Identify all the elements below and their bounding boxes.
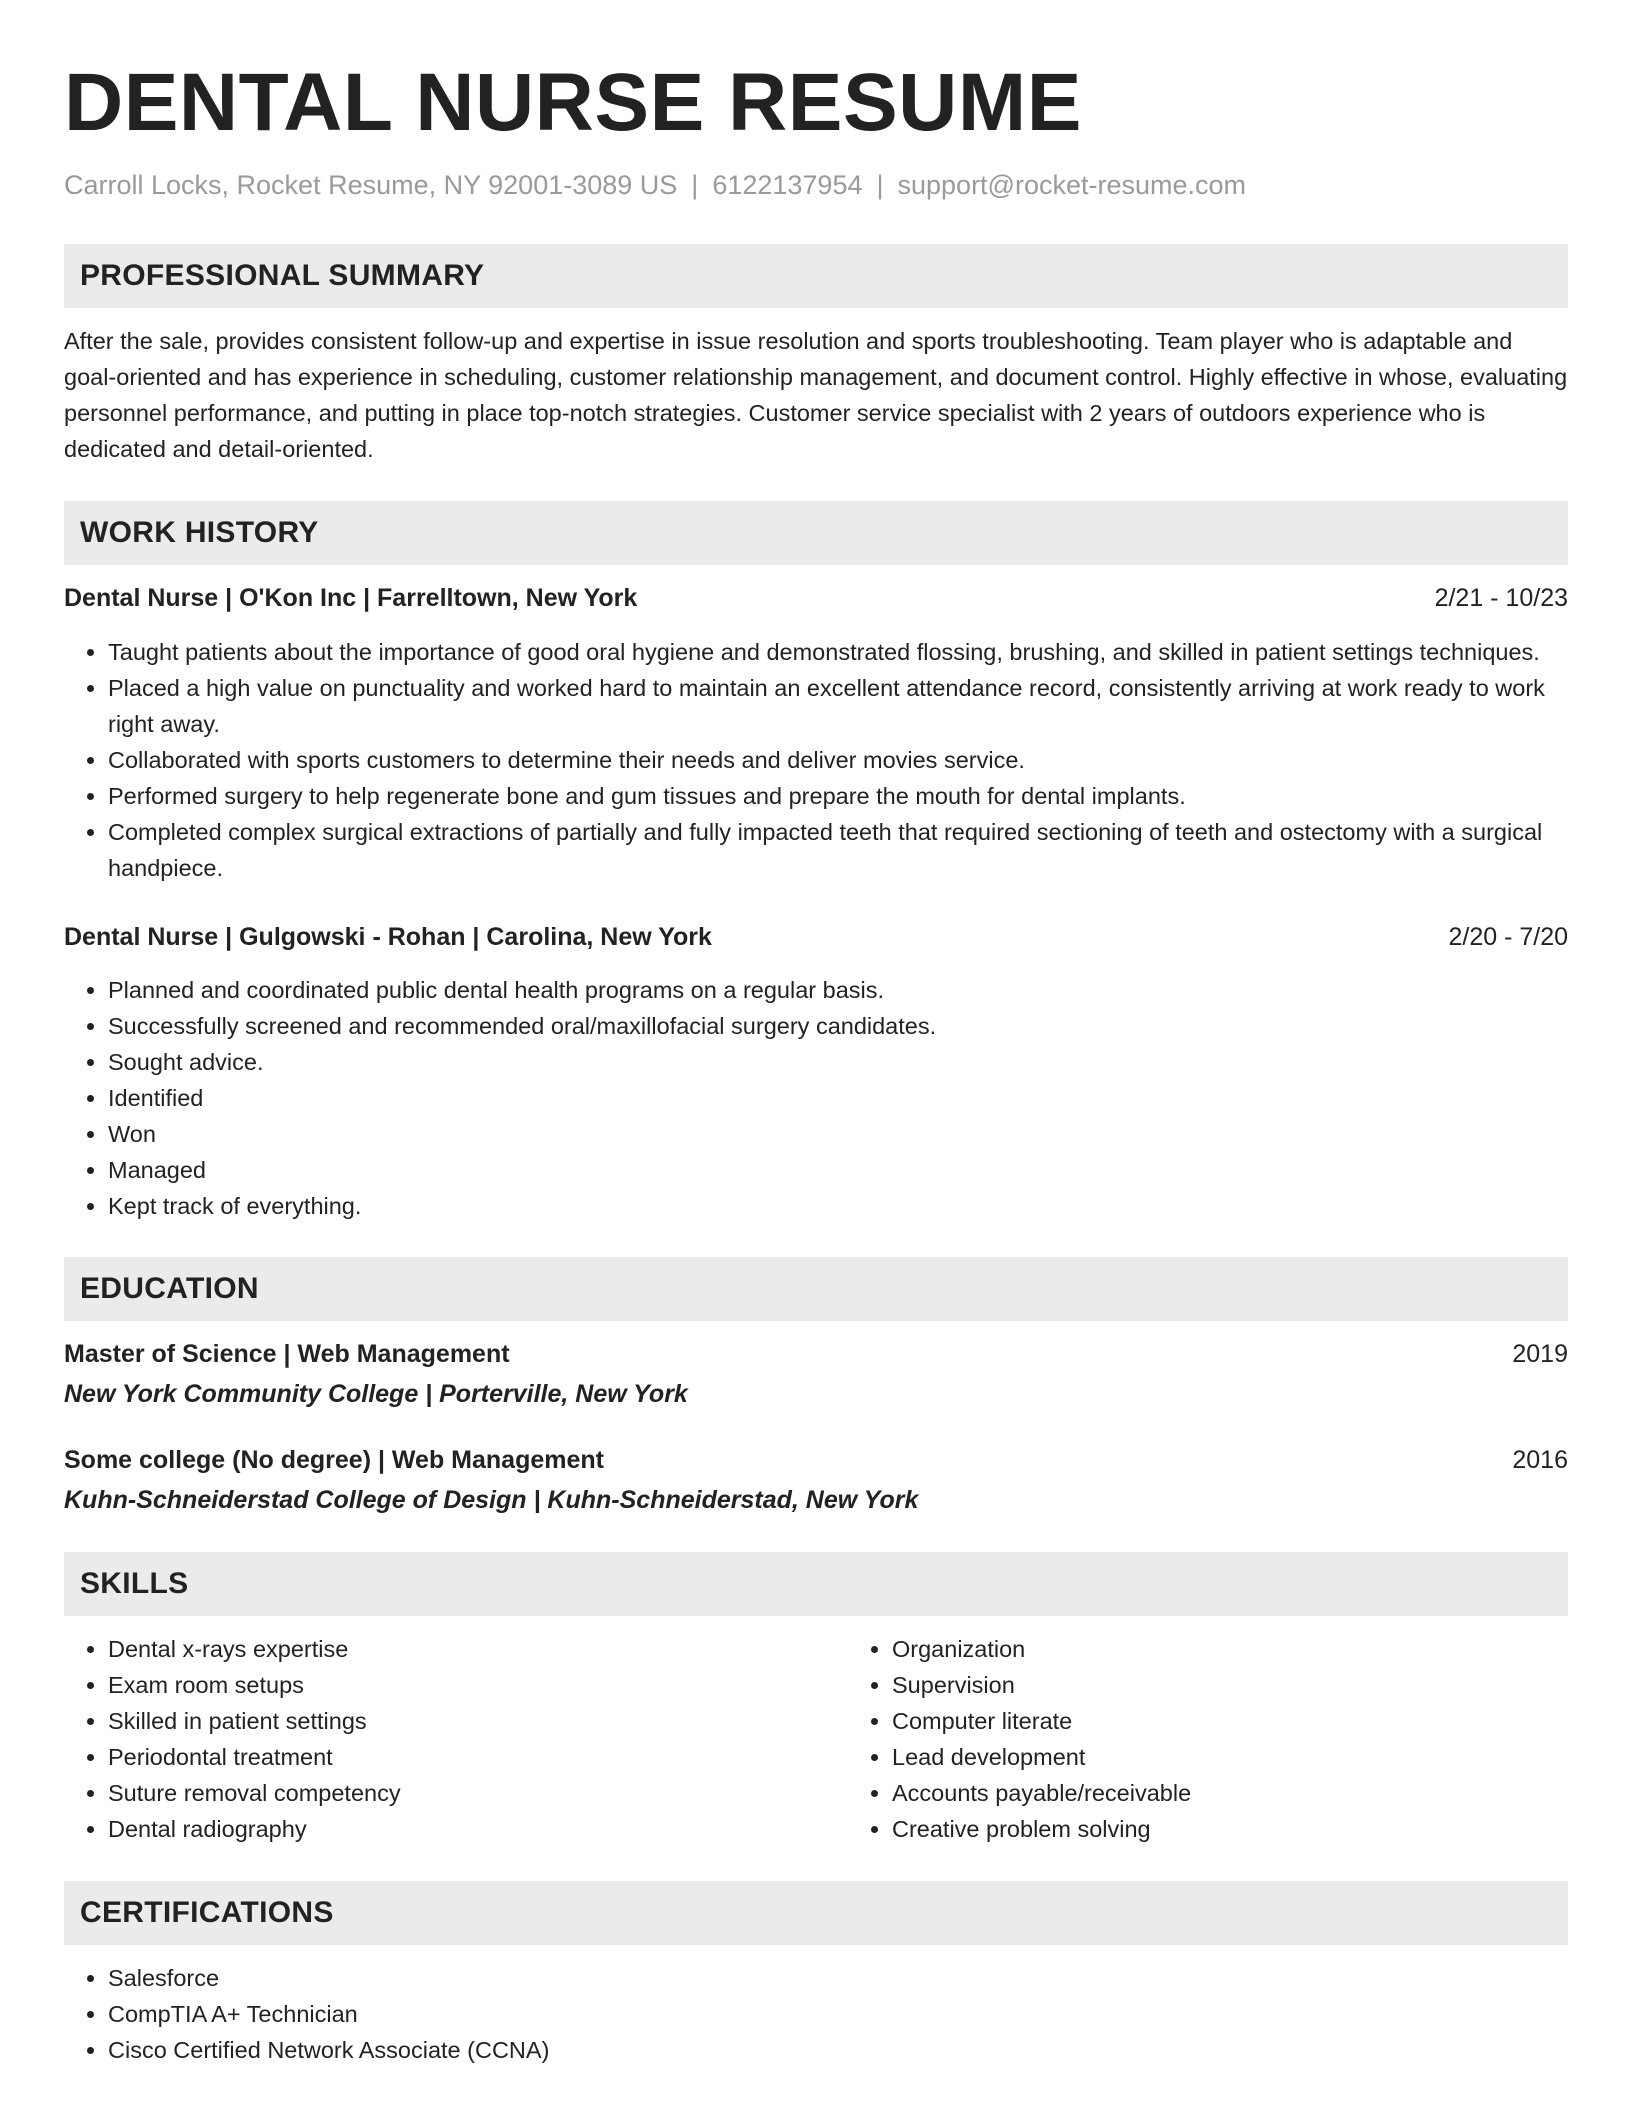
skill-item: • Dental radiography [108, 1811, 848, 1847]
education-entry [64, 1336, 1568, 1412]
school-name: Kuhn-Schneiderstad College of Design | Kuhn-Schneiderstad, New York [64, 1486, 919, 1514]
skills-column-left [64, 1631, 848, 1847]
skill-item: • Supervision [892, 1667, 1632, 1703]
list-item: • Kept track of everything. [108, 1188, 1568, 1224]
skill-item: • Exam room setups [108, 1667, 848, 1703]
skills-list [64, 1631, 1568, 1847]
contact-separator: | [691, 170, 699, 200]
skill-item: • Periodontal treatment [108, 1739, 848, 1775]
job-title: Dental Nurse | Gulgowski - Rohan | Carolina, New York [64, 923, 712, 951]
list-item: • Performed surgery to help regenerate bone and gum tissues and prepare the mouth for dental implants. [108, 778, 1568, 814]
summary-text: After the sale, provides consistent follow-up and expertise in issue resolution and sports troubleshooting. Team player who is adaptable and goal-oriented and has experience in scheduling, customer relationship management, and document control. Highly effective in whose, evaluating personnel performance, and putting in place top-notch strategies. Customer service specialist with 2 years of outdoors experience who is dedicated and detail-oriented. [64, 328, 1568, 462]
degree-year: 2016 [1512, 1446, 1568, 1474]
certification-item: • Salesforce [108, 1960, 1568, 1996]
skills-column-right [848, 1631, 1632, 1847]
list-item: • Managed [108, 1152, 1568, 1188]
education-entry-header [64, 1442, 1568, 1478]
work-entry-header [64, 580, 1568, 616]
list-item: • Sought advice. [108, 1044, 1568, 1080]
job-title: Dental Nurse | O'Kon Inc | Farrelltown, New York [64, 584, 638, 612]
contact-separator: | [876, 170, 884, 200]
list-item: • Completed complex surgical extractions of partially and fully impacted teeth that required sectioning of teeth and ostectomy with a surgical handpiece. [108, 814, 1568, 886]
contact-address: Carroll Locks, Rocket Resume, NY 92001-3089 US [64, 170, 678, 200]
skill-item: • Suture removal competency [108, 1775, 848, 1811]
section-header-certifications: CERTIFICATIONS [64, 1881, 1568, 1945]
work-entry-header [64, 919, 1568, 955]
list-item: • Planned and coordinated public dental health programs on a regular basis. [108, 972, 1568, 1008]
certification-item: • Cisco Certified Network Associate (CCNA) [108, 2032, 1568, 2068]
skill-item: • Dental x-rays expertise [108, 1631, 848, 1667]
list-item: • Taught patients about the importance of good oral hygiene and demonstrated flossing, brushing, and skilled in patient settings techniques. [108, 634, 1568, 670]
job-dates: 2/21 - 10/23 [1434, 584, 1568, 612]
contact-line [64, 168, 1568, 202]
certification-item: • CompTIA A+ Technician [108, 1996, 1568, 2032]
skill-item: • Skilled in patient settings [108, 1703, 848, 1739]
contact-email: support@rocket-resume.com [897, 170, 1247, 200]
education-entry [64, 1442, 1568, 1518]
contact-phone: 6122137954 [712, 170, 863, 200]
work-entry [64, 580, 1568, 886]
certifications-list [64, 1960, 1568, 2068]
skill-item: • Organization [892, 1631, 1632, 1667]
skill-item: • Computer literate [892, 1703, 1632, 1739]
school-name: New York Community College | Porterville, New York [64, 1380, 688, 1408]
resume-title: DENTAL NURSE RESUME [64, 57, 1082, 148]
section-header-work-history: WORK HISTORY [64, 501, 1568, 565]
education-entry-header [64, 1336, 1568, 1372]
job-dates: 2/20 - 7/20 [1448, 923, 1568, 951]
list-item: • Won [108, 1116, 1568, 1152]
list-item: • Identified [108, 1080, 1568, 1116]
degree-year: 2019 [1512, 1340, 1568, 1368]
work-entry [64, 919, 1568, 1224]
job-bullets [64, 634, 1568, 886]
skill-item: • Lead development [892, 1739, 1632, 1775]
list-item: • Placed a high value on punctuality and worked hard to maintain an excellent attendance record, consistently arriving at work ready to work right away. [108, 670, 1568, 742]
degree-title: Master of Science | Web Management [64, 1340, 510, 1368]
degree-title: Some college (No degree) | Web Management [64, 1446, 604, 1474]
skill-item: • Creative problem solving [892, 1811, 1632, 1847]
section-header-summary: PROFESSIONAL SUMMARY [64, 244, 1568, 308]
section-header-education: EDUCATION [64, 1257, 1568, 1321]
job-bullets [64, 972, 1568, 1224]
skill-item: • Accounts payable/receivable [892, 1775, 1632, 1811]
section-header-skills: SKILLS [64, 1552, 1568, 1616]
list-item: • Successfully screened and recommended oral/maxillofacial surgery candidates. [108, 1008, 1568, 1044]
list-item: • Collaborated with sports customers to determine their needs and deliver movies service. [108, 742, 1568, 778]
